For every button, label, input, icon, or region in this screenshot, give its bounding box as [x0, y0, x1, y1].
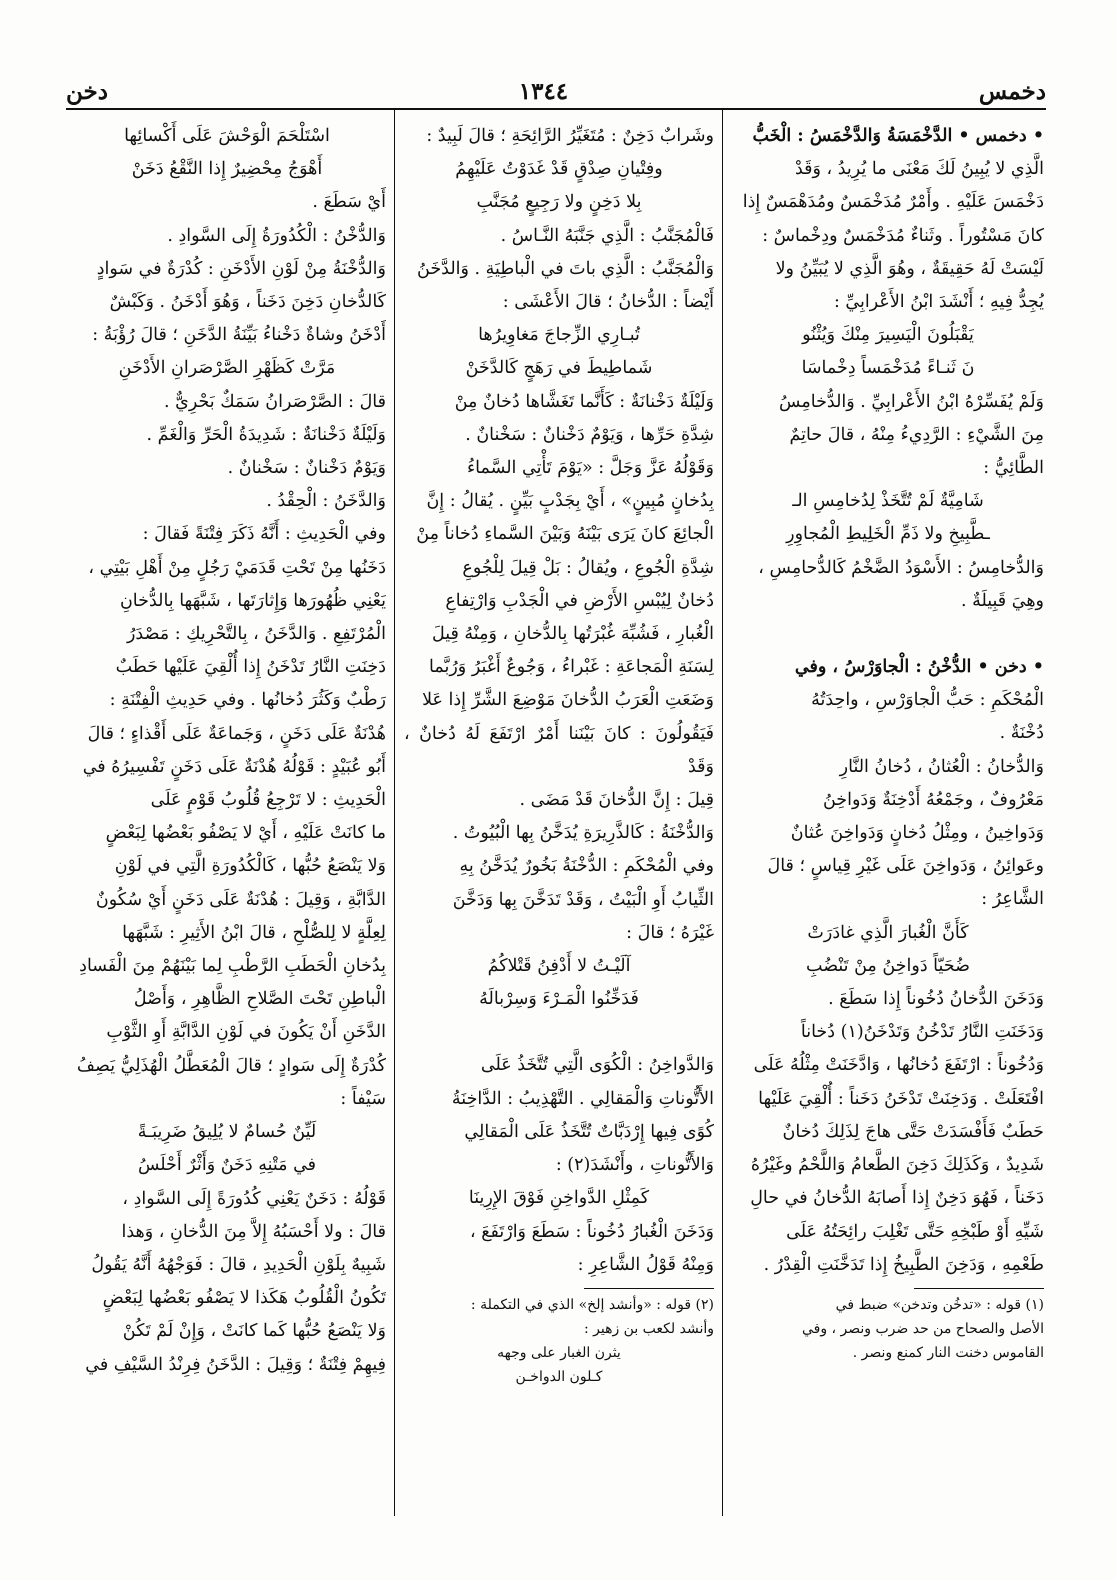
text-line: وعَوائِنُ ، وَدَواخِنَ عَلَى غَيْرِ قِياسٍ ؛ قالَ: [767, 856, 1044, 877]
text-line: فِيهِمْ فِتْنَةٌ ؛ وَقِيلَ : الدَّخَنُ فِرِنْدُ السَّيْفِ في: [85, 1354, 386, 1375]
text-line: دُخْنَةٌ .: [999, 723, 1044, 744]
text-line: بِدُخانٍ مُبِينٍ» ، أَيْ بِجَدْبٍ بَيِّنٍ . يُقالُ : إِنَّ: [426, 491, 714, 512]
text-line: لِسَنَةِ الْمَجاعَةِ : غَبْراءُ ، وَجُوعٌ أَغْبَرُ وَرُبَّما: [429, 657, 714, 678]
text-line: وَالدُّخْنَةُ : كَالذَّرِيرَةِ يُدَخَّنُ بِها الْبُيُوتُ .: [452, 823, 714, 844]
text-line: وَلا يَنْصَعُ حُبُّها كَما كانَتْ ، وَإِنْ لَمْ تَكُنْ: [122, 1321, 386, 1342]
verse-line: شَامِيَّةٌ لَمْ تُتَّخَذْ لِدُخامِسِ الـ: [792, 491, 984, 512]
text-line: فَيَقُولُونَ : كانَ بَيْنَنا أَمْرٌ ارْتَفَعَ لَهُ دُخانٌ ، وَقَدْ: [404, 723, 714, 777]
text-line: رَطْبٌ وَكَثُرَ دُخانُها . وفي حَدِيثِ الْفِتْنَةِ :: [109, 690, 386, 711]
verse-line: فَدَخِّنُوا الْمَـرْءَ وَسِرْبالَهُ: [479, 989, 639, 1010]
footnote-verse-line: كـلون الدواخـن: [515, 1368, 603, 1385]
text-line: شَيِّهِ أَوْ طَبْخِهِ حَتَّى تَغْلِبَ رائِحَتُهُ عَلَى: [786, 1221, 1044, 1242]
header-rule: [66, 108, 1046, 110]
verse-line: في مَتْنِهِ دَخَنٌ وَأَثْرٌ أَحْلَسُ: [137, 1155, 317, 1176]
footnote-line: وأنشد لكعب بن زهير :: [583, 1320, 714, 1337]
text-line: الطَّائِيُّ :: [983, 458, 1044, 479]
text-line: غَيْرَهُ ؛ قالَ :: [626, 922, 714, 943]
text-line: دَخْمَسَ عَلَيْهِ . وأَمْرٌ مُدَخْمَسٌ ومُدَهْمَسٌ إِذا: [742, 192, 1044, 213]
footnote-line: (٢) قوله : «وأنشد إلخ» الذي في التكملة :: [470, 1296, 714, 1313]
verse-line: بِلا دَخِنٍ ولا رَجِيعٍ مُجَنَّبِ: [476, 192, 642, 213]
text-line: وَضَعَتِ الْعَرَبُ الدُّخانَ مَوْضِعَ الشَّرِّ إِذا عَلا: [422, 690, 714, 711]
text-line: وَالدُّخامِسُ : الأَسْوَدُ الضَّخْمُ كَالدُّحامِسِ ،: [758, 557, 1044, 578]
text-line: قِيلَ : إِنَّ الدُّخانَ قَدْ مَضَى .: [519, 790, 714, 811]
text-line: يُجِدُّ فِيهِ ؛ أَنْشَدَ ابْنُ الأَعْرابِيِّ :: [833, 292, 1044, 313]
column-right: [732, 120, 1044, 1505]
text-line: الْمُرْتَفِعِ . وَالدَّخَنُ ، بِالتَّحْرِيكِ : مَصْدَرُ: [126, 624, 386, 645]
text-line: وَلَمْ يُفَسِّرْهُ ابْنُ الأَعْرابِيِّ . وَالدُّخامِسُ: [779, 391, 1044, 412]
verse-line: تُبـارِي الزِّجاجَ مَغاوِيرُها: [478, 325, 640, 346]
text-line: • دخمس • الدَّخْمَسَةُ وَالدَّخْمَسُ : الْخَبُّ: [752, 126, 1044, 146]
text-line: وَالدُّخْنُ : الْكُدُورَةُ إِلَى السَّوادِ .: [167, 225, 386, 246]
verse-line: شَماطِيطَ في رَهَجٍ كَالدَّخَنْ: [465, 358, 653, 379]
text-line: وَالدَّخَنُ : الْحِقْدُ .: [266, 491, 386, 512]
text-line: وَالدُّخانُ : الْعُثانُ ، دُخانُ النَّارِ: [839, 756, 1044, 777]
footnote-rule: [584, 1288, 714, 1289]
text-line: وفي الْمُحْكَمِ : الدُّخْنَةُ بَخُورٌ يُدَخَّنُ بِهِ: [459, 856, 714, 877]
verse-line: آلَيْـتُ لا أَدْفِنُ قَتْلاكُمُ: [487, 956, 631, 977]
text-line: قَوْلُهُ : دَخَنٌ يَعْنِي كُدُورَةً إِلَى السَّوادِ ،: [122, 1188, 386, 1209]
text-line: كَالدُّخانِ دَخِنَ دَخَناً ، وَهُوَ أَدْخَنُ . وَكَبْشٌ: [109, 292, 386, 313]
text-line: وَقَوْلُهُ عَزَّ وَجَلَّ : «يَوْمَ تَأْتِي السَّماءُ: [466, 458, 714, 479]
text-line: وَالدَّواخِنُ : الْكُوَى الَّتِي تُتَّخَذُ عَلَى: [480, 1055, 714, 1076]
text-line: وَدُخُوناً : ارْتَفَعَ دُخانُها ، وَادَّخَنَتْ مِثْلُهُ عَلَى: [753, 1055, 1044, 1076]
text-line: شِدَّةِ حَرِّها ، وَيَوْمٌ دَخْنانٌ : سَخْنانٌ .: [465, 424, 714, 445]
text-line: • دخن • الدُّخْنُ : الْجاوَرْسُ ، وفي: [794, 657, 1044, 678]
text-line: كانَ مَسْتُوراً . وثَناءٌ مُدَخْمَسٌ ودِخْماسٌ :: [762, 225, 1044, 246]
text-line: افْتَعَلَتْ . وَدَخِنَتْ تَدْخَنُ دَخَناً : أُلْقِيَ عَلَيْها: [758, 1088, 1044, 1109]
text-line: الْمُحْكَمِ : حَبُّ الْجاوَرْسِ ، واحِدَتُهُ: [811, 690, 1044, 711]
text-line: بِدُخانِ الْحَطَبِ الرَّطْبِ لِما بَيْنَهُمْ مِنَ الْفَسادِ: [79, 956, 386, 977]
text-line: قالَ : ولا أَحْسَبُهُ إِلاَّ مِنَ الدُّخانِ ، وَهذا: [121, 1221, 386, 1242]
text-line: وَالْمُجَنَّبُ : الَّذِي باتَ في الْباطِيَةِ . وَالدَّخَنُ: [417, 258, 714, 279]
text-line: وَالأَتُّوناتِ ، وأَنْشَدَ(٢) :: [555, 1155, 714, 1176]
text-line: أَيْ سَطَعَ .: [312, 192, 386, 213]
footnote-line: الأصل والصحاح من حد ضرب ونصر ، وفي: [801, 1320, 1044, 1337]
text-line: فَالْمُجَنَّبُ : الَّذِي جَنَّبَهُ النَّـاسُ .: [500, 225, 714, 246]
text-line: ما كانَتْ عَلَيْهِ ، أَيْ لا يَصْفُو بَعْضُها لِبَعْضٍ: [105, 823, 386, 844]
text-line: شَدِيدٌ ، وَكَذَلِكَ دَخِنَ الطَّعامُ وَاللَّحْمُ وغَيْرُهُ: [750, 1155, 1044, 1176]
verse-line: كَمِثْلِ الدَّواخِنِ فَوْقَ الإِرِينَا: [468, 1188, 650, 1209]
header-root-word-left: دخن: [66, 77, 108, 105]
entry-gap: [404, 1016, 714, 1049]
entry-gap: [732, 618, 1044, 651]
text-line: وهِيَ قَبِيلَةٌ .: [960, 590, 1044, 611]
text-line: مَعْرُوفٌ ، وجَمْعُهُ أَدْخِنَةٌ وَدَواخِنُ: [822, 789, 1044, 810]
text-line: هُدْنَةٌ عَلَى دَخَنٍ ، وَجَماعَةٌ عَلَى أَقْذاءٍ ؛ قالَ: [87, 723, 386, 744]
text-line: أَدْخَنُ وشاةٌ دَخْناءُ بَيِّنَةُ الدَّخَنِ ؛ قالَ رُؤْبَةُ :: [92, 325, 386, 346]
text-line: كُوًى فِيها إِرْدَبَّاتٌ تُتَّخَذُ عَلَى الْمَقالِي: [464, 1121, 714, 1142]
text-line: الدَّابَّةِ ، وَقِيلَ : هُدْنَةٌ عَلَى دَخَنٍ أَيْ سُكُونٌ: [95, 889, 386, 910]
column-divider-right: [722, 108, 723, 1516]
text-line: لَيْسَتْ لَهُ حَقِيقَةٌ ، وهُوَ الَّذِي لا يُبَيِّنُ ولا: [775, 258, 1044, 279]
text-line: الْباطِنِ تَحْتَ الصَّلاحِ الظَّاهِرِ ، وَأَصْلُ: [133, 989, 386, 1010]
text-line: وَلَيْلَةٌ دَخْنانَةٌ : شَدِيدَةُ الْحَرِّ وَالْغَمِّ .: [146, 424, 386, 445]
text-line: وَدَخَنَ الدُّخانُ دُخُوناً إِذا سَطَعَ .: [828, 989, 1044, 1010]
header-root-word-right: دخمس: [978, 77, 1046, 105]
text-line: وشَرابٌ دَخِنٌ : مُتَغَيِّرُ الرَّائِحَةِ ؛ قالَ لَبِيدٌ :: [426, 126, 714, 146]
footnote: [404, 1293, 714, 1389]
text-line: دَخَناً ، فَهُوَ دَخِنٌ إِذا أَصابَهُ الدُّخانُ في حالِ: [750, 1188, 1044, 1209]
text-line: الْجائِعَ كانَ يَرَى بَيْنَهُ وَبَيْنَ السَّماءِ دُخاناً مِنْ: [416, 524, 714, 545]
page-number: ١٣٤٤: [518, 77, 569, 105]
text-line: الْحَدِيثِ : لا تَرْجِعُ قُلُوبُ قَوْمٍ عَلَى: [150, 790, 386, 811]
column-divider-left: [394, 108, 395, 1516]
text-line: أَبُو عُبَيْدٍ : قَوْلُهُ هُدْنَةٌ عَلَى دَخَنٍ تَفْسِيرُهُ في: [82, 756, 386, 777]
text-line: وَدَخَنَ الْغُبارُ دُخُوناً : سَطَعَ وَارْتَفَعَ ،: [470, 1221, 714, 1242]
text-line: وَدَخَنَتِ النَّارُ تَدْخُنُ وَتَدْخَنُ(١) دُخاناً: [800, 1022, 1044, 1043]
text-line: دَخَنُها مِنْ تَحْتِ قَدَمَيْ رَجُلٍ مِنْ أَهْلِ بَيْتِي ،: [88, 557, 386, 578]
verse-line: اسْتَلْحَمَ الْوَحْشَ عَلَى أَكْسائِها: [124, 126, 330, 146]
text-line: دُخانٌ لِيُبْسِ الأَرْضِ في الْجَدْبِ وَارْتِفاعِ: [445, 590, 714, 611]
text-line: وَدَواخِينُ ، ومِثْلُ دُخانٍ وَدَواخِنَ عُثانٌ: [790, 823, 1044, 844]
column-left: [68, 120, 386, 1505]
verse-line: ـطَّبِيخِ ولا ذَمِّ الْخَلِيطِ الْمُجاوِرِ: [786, 524, 990, 545]
text-line: وَيَوْمٌ دَخْنانٌ : سَخْنانٌ .: [227, 458, 386, 479]
footnote-rule: [914, 1288, 1044, 1289]
page-header: [66, 74, 1046, 108]
text-line: الْغُبارِ ، فَشُبِّهَ غُبْرَتُها بِالدُّخانِ ، وَمِنْهُ قِيلَ: [431, 624, 714, 645]
text-line: سَيْفاً :: [340, 1088, 386, 1109]
footnote-line: القاموس دخنت النار كمنع ونصر .: [852, 1344, 1044, 1361]
text-line: شَبِيهٌ بِلَوْنِ الْحَدِيدِ ، قالَ : فَوَجْهُهُ أَنَّهُ يَقُولُ: [91, 1254, 386, 1275]
text-line: وَمِنْهُ قَوْلُ الشَّاعِرِ :: [577, 1254, 714, 1275]
text-line: شِدَّةِ الْجُوعِ ، ويُقالُ : بَلْ قِيلَ لِلْجُوعِ: [462, 557, 714, 578]
column-middle: [404, 120, 714, 1505]
footnote: [732, 1293, 1044, 1365]
text-line: دَخِنَتِ النَّارُ تَدْخَنُ إِذا أُلْقِيَ عَلَيْها حَطَبٌ: [115, 657, 386, 678]
text-line: طَعْمِهِ ، وَدَخِنَ الطَّبِيخُ إِذا تَدَخَّنَتِ الْقِدْرُ .: [763, 1254, 1044, 1275]
footnote-line: (١) قوله : «تدخُن وتدخن» ضبط في: [835, 1296, 1044, 1313]
text-line: مِنَ الشَّيْءِ : الرَّدِيءُ مِنْهُ ، قالَ حاتِمٌ: [789, 424, 1044, 445]
text-line: تَكُونُ الْقُلُوبُ هَكَذا لا يَصْفُو بَعْضُها لِبَعْضٍ: [102, 1288, 386, 1309]
verse-line: وفِتْيانِ صِدْقٍ قَدْ غَدَوْتُ عَلَيْهِمُ: [455, 159, 663, 180]
text-line: الدَّخَنِ أَنْ يَكُونَ في لَوْنِ الدَّابَّةِ أَوِ الثَّوْبِ: [106, 1022, 386, 1043]
footnote-verse-line: يثرن الغبار على وجهه: [497, 1344, 621, 1361]
verse-line: كَأَنَّ الْغُبارَ الَّذِي غادَرَتْ: [807, 922, 969, 943]
text-line: الشَّاعِرُ :: [981, 889, 1044, 910]
verse-line: نَ ثَنـاءً مُدَخْمَساً دِخْماسَا: [801, 358, 975, 379]
text-line: الأَتُّوناتِ وَالْمَقالِي . التَّهْذِيبُ : الدَّاخِنَةُ: [451, 1088, 714, 1109]
verse-line: مَرَّتْ كَظَهْرِ الصَّرْصَرانِ الأَدْخَنِ: [118, 358, 336, 379]
text-line: يَعْنِي ظُهُورَها وَإِثارَتَها ، شَبَّهَها بِالدُّخانِ: [119, 590, 386, 611]
text-line: وَالدُّخْنَةُ مِنْ لَوْنِ الأَدْخَنِ : كُدْرَةٌ في سَوادٍ: [96, 258, 386, 279]
verse-line: لَيِّنٌ حُسامٌ لا يُلِيقُ ضَرِيبَـةً: [137, 1122, 317, 1143]
text-line: قالَ : الصَّرْصَرانُ سَمَكٌ بَحْرِيٌّ .: [164, 391, 386, 412]
text-line: حَطَبٌ فَأَفْسَدَتْ حَتَّى هاجَ لِذَلِكَ دُخانٌ: [782, 1121, 1044, 1142]
verse-line: يَقْبَلُونَ الْيَسِيرَ مِنْكَ وَيُثْنُو: [802, 325, 974, 346]
text-line: الثِّيابُ أَوِ الْبَيْتُ ، وَقَدْ تَدَخَّنَ بِها وَدَخَّنَ: [452, 889, 714, 910]
verse-line: أَهْوَجُ مِحْضِيرٌ إِذا النَّقْعُ دَخَنْ: [131, 159, 323, 180]
text-line: وفي الْحَدِيثِ : أَنَّهُ ذَكَرَ فِتْنَةً فَقالَ :: [142, 524, 386, 545]
text-line: كُدْرَةٌ إِلَى سَوادٍ ؛ قالَ الْمُعَطَّلُ الْهُذَلِيُّ يَصِفُ: [76, 1055, 386, 1076]
text-line: وَلا يَنْصَعُ حُبُّها ، كَالْكُدُورَةِ الَّتِي في لَوْنِ: [114, 856, 386, 877]
text-line: وَلَيْلَةٌ دَخْنانَةٌ : كَأَنَّما تَغَشَّاها دُخانٌ مِنْ: [454, 391, 714, 412]
text-line: لِعِلَّةٍ لا لِلصُّلْحِ ، قالَ ابْنُ الأَثِيرِ : شَبَّهَها: [122, 922, 386, 943]
verse-line: ضُحَيّاً دَواخِنُ مِنْ تَنْضُبِ: [806, 955, 970, 976]
text-line: الَّذِي لا يُبِينُ لَكَ مَعْنَى ما يُرِيدُ ، وَقَدْ: [794, 159, 1044, 180]
text-line: أَيْضاً : الدُّخانُ ؛ قالَ الأَعْشَى :: [502, 292, 714, 313]
